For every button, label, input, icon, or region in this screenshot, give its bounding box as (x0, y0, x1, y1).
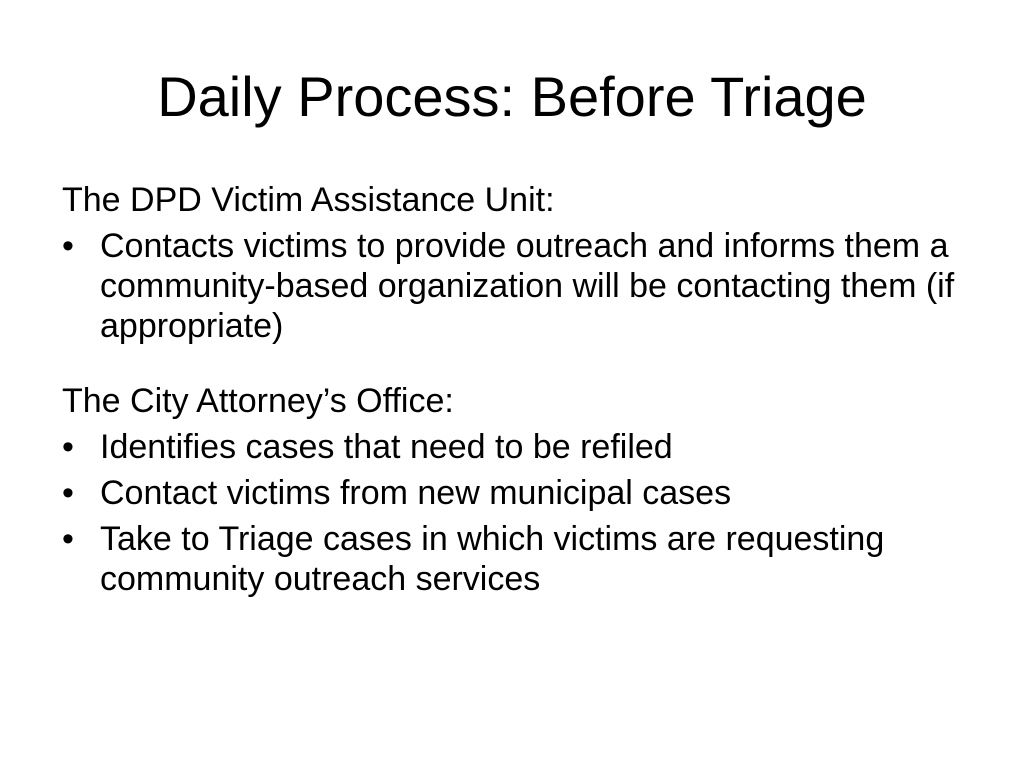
bullet-item (62, 427, 982, 467)
bullet-list (62, 427, 982, 599)
bullet-icon: • (62, 227, 74, 265)
bullet-icon: • (62, 428, 74, 466)
bullet-text: Contact victims from new municipal cases (100, 474, 732, 512)
section-city-attorney (62, 381, 982, 599)
bullet-text: Contacts victims to provide outreach and informs them a community-based organization will be contacting them (if appropriate) (100, 227, 955, 345)
section-heading: The City Attorney’s Office: (62, 382, 454, 420)
section-heading: The DPD Victim Assistance Unit: (62, 181, 555, 219)
section-dpd-victim-assistance (62, 180, 982, 346)
slide-body (62, 180, 982, 599)
bullet-item (62, 473, 982, 513)
bullet-item (62, 226, 982, 346)
bullet-text: Identifies cases that need to be refiled (100, 428, 673, 466)
bullet-icon: • (62, 520, 74, 558)
bullet-text: Take to Triage cases in which victims are requesting community outreach services (100, 520, 885, 598)
slide-title: Daily Process: Before Triage (157, 65, 867, 128)
bullet-icon: • (62, 474, 74, 512)
bullet-list (62, 226, 982, 346)
bullet-item (62, 519, 982, 599)
